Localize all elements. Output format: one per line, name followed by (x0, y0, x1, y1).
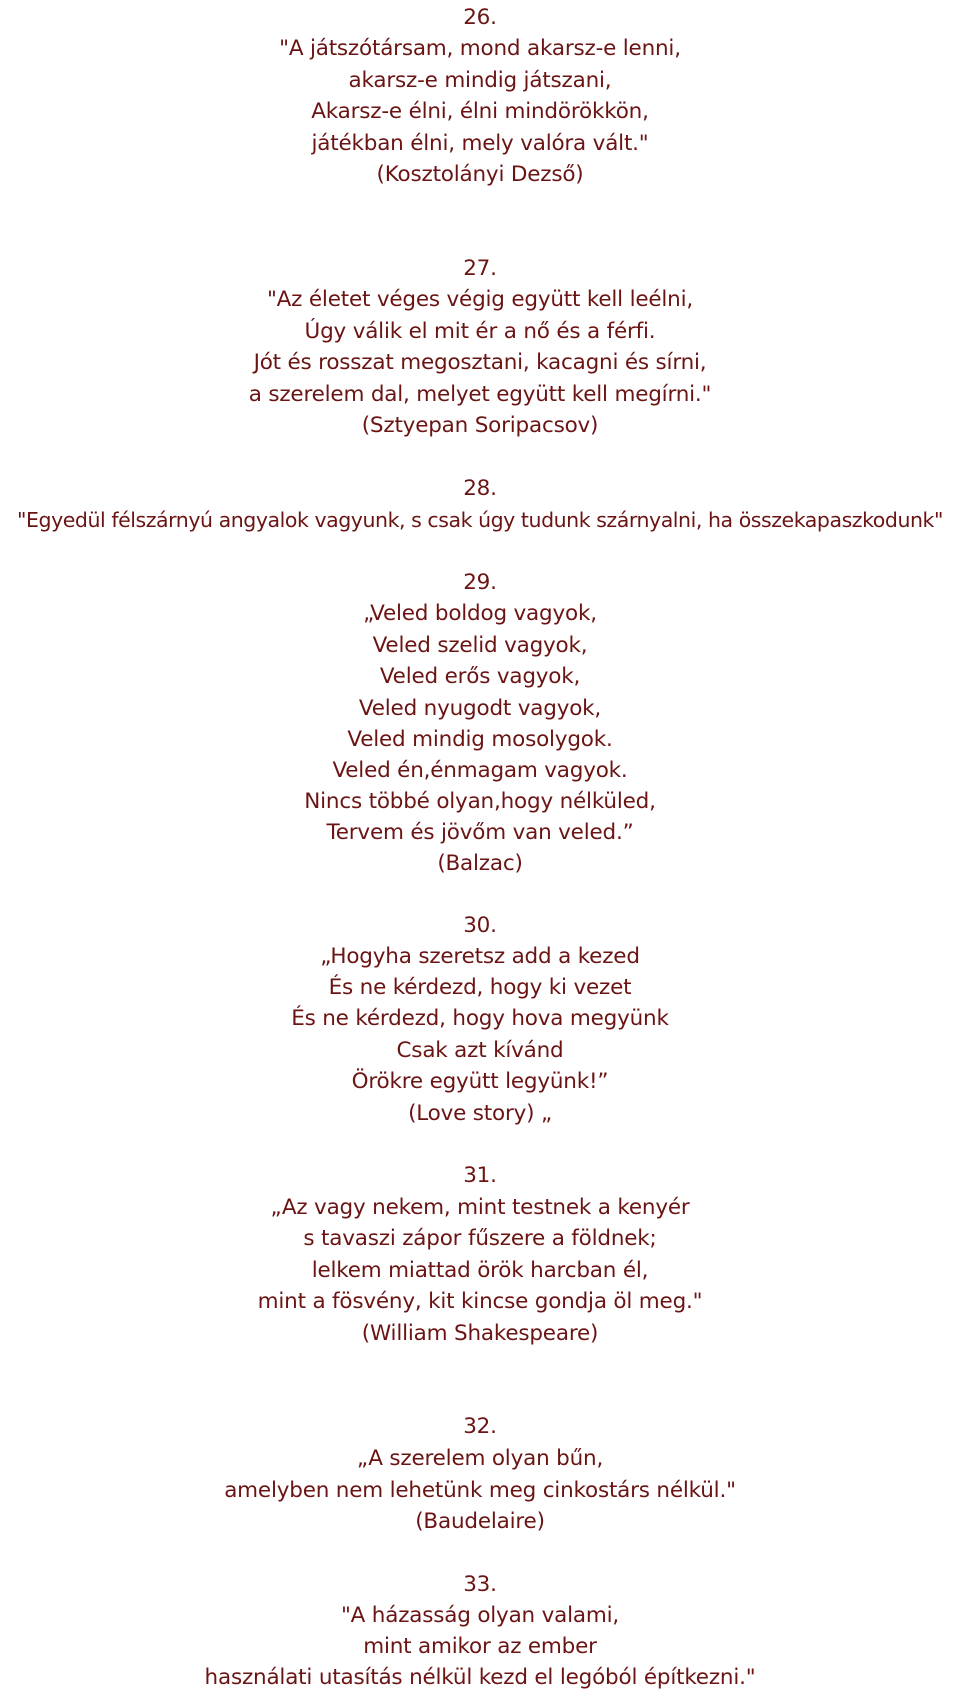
quote-line: mint a fösvény, kit kincse gondja öl meg." (257, 1289, 703, 1314)
quote-author: (William Shakespeare) (361, 1321, 599, 1346)
quote-line: Jót és rosszat megosztani, kacagni és sírni, (253, 350, 707, 375)
quote-number: 31. (463, 1163, 497, 1188)
quote-number: 28. (463, 476, 497, 501)
quote-author: (Balzac) (437, 851, 523, 876)
quote-author: (Baudelaire) (415, 1509, 545, 1534)
quote-line: mint amikor az ember (363, 1634, 597, 1659)
quote-line: játékban élni, mely valóra vált." (311, 131, 649, 156)
quote-author: (Sztyepan Soripacsov) (361, 413, 599, 438)
quote-line: s tavaszi zápor fűszere a földnek; (303, 1226, 657, 1251)
quote-line: Úgy válik el mit ér a nő és a férfi. (304, 319, 656, 344)
quote-line: Örökre együtt legyünk!” (351, 1069, 609, 1094)
quote-line: „Hogyha szeretsz add a kezed (320, 944, 640, 969)
quote-line: akarsz-e mindig játszani, (348, 68, 612, 93)
quote-line: Akarsz-e élni, élni mindörökkön, (311, 99, 649, 124)
quote-line: Veled erős vagyok, (379, 664, 581, 689)
quote-line: használati utasítás nélkül kezd el legóból építkezni." (204, 1665, 756, 1690)
quote-line: Nincs többé olyan,hogy nélküled, (304, 789, 656, 814)
quote-line: És ne kérdezd, hogy hova megyünk (291, 1006, 669, 1031)
quote-line: a szerelem dal, melyet együtt kell megírni." (248, 382, 712, 407)
quote-line: lelkem miattad örök harcban él, (311, 1258, 649, 1283)
quote-number: 32. (463, 1414, 497, 1439)
quote-author: (Kosztolányi Dezső) (376, 162, 584, 187)
quote-line: "Egyedül félszárnyú angyalok vagyunk, s csak úgy tudunk szárnyalni, ha összekapaszkodunk" (17, 508, 943, 532)
quote-line: Csak azt kívánd (396, 1038, 564, 1063)
quote-line: Veled szelid vagyok, (372, 633, 588, 658)
quote-line: "A házasság olyan valami, (340, 1603, 620, 1628)
quote-line: Veled én,énmagam vagyok. (332, 758, 628, 783)
quote-number: 30. (463, 913, 497, 938)
quote-line: "Az életet véges végig együtt kell leélni, (266, 287, 694, 312)
quote-line: „Az vagy nekem, mint testnek a kenyér (270, 1195, 690, 1220)
quote-line: És ne kérdezd, hogy ki vezet (328, 975, 632, 1000)
quote-number: 29. (463, 570, 497, 595)
quote-line: „A szerelem olyan bűn, (356, 1446, 604, 1471)
quote-line: Veled mindig mosolygok. (347, 727, 613, 752)
quote-number: 33. (463, 1572, 497, 1597)
quote-line: Tervem és jövőm van veled.” (326, 820, 634, 845)
quote-line: amelyben nem lehetünk meg cinkostárs nélkül." (224, 1478, 736, 1503)
quote-author: (Love story) „ (408, 1101, 552, 1126)
quote-line: "A játszótársam, mond akarsz-e lenni, (279, 36, 681, 61)
quote-line: „Veled boldog vagyok, (363, 601, 597, 626)
quote-number: 26. (463, 5, 497, 30)
quote-line: Veled nyugodt vagyok, (358, 696, 602, 721)
quote-number: 27. (463, 256, 497, 281)
